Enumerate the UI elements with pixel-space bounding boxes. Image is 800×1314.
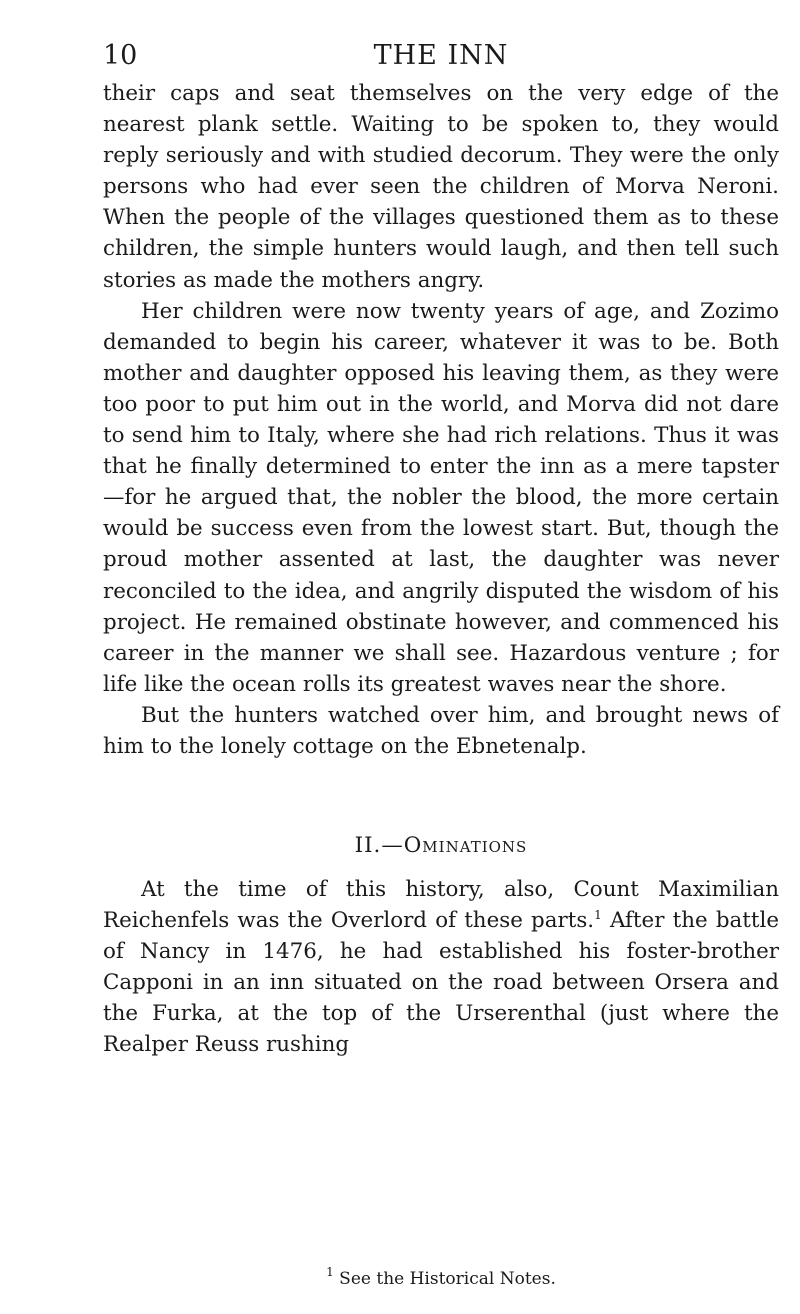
paragraph: Her children were now twenty years of age, and Zozimo demanded to begin his career, whatever it was to be. Both mother and daughter opposed his leaving them, as they were too poor to put him out in the world, and Morva did not dare to send him to Italy, where she had rich relations. Thus it was that he finally determined to enter the inn as a mere tapster—for he argued that, the nobler the blood, the more certain would be success even from the lowest start. But, though the proud mother assented at last, the daughter was never reconciled to the idea, and angrily disputed the wisdom of his project. He remained obstinate however, and commenced his career in the manner we shall see. Hazardous venture ; for life like the ocean rolls its greatest waves near the shore. [103, 298, 779, 697]
footnote-text: See the Historical Notes. [333, 1269, 556, 1289]
section-body-text [103, 874, 779, 1061]
body-text [103, 78, 779, 762]
section-numeral: II.— [354, 833, 404, 858]
page-header [103, 36, 779, 76]
section-title: Ominations [403, 833, 528, 858]
paragraph: their caps and seat themselves on the very edge of the nearest plank settle. Waiting to be spoken to, they would reply seriously and with studied decorum. They were the only persons who had ever seen the children of Morva Neroni. When the people of the villages questioned them as to these children, the simple hunters would laugh, and then tell such stories as made the mothers angry. [103, 81, 779, 293]
footnote [103, 1267, 779, 1291]
page-number: 10 [103, 40, 138, 71]
paragraph-text: At the time of this history, also, Count Maximilian Reichenfels was the Overlord of these parts. [103, 877, 779, 934]
running-title: THE INN [373, 40, 509, 71]
paragraph-text: After the battle of Nancy in 1476, he had established his foster-brother Capponi in an inn situated on the road between Orsera and the Furka, at the top of the Urserenthal (just where the Realper Reuss rushing [103, 908, 779, 1058]
footnote-reference: 1 [594, 908, 602, 923]
footnote-mark: 1 [326, 1265, 334, 1279]
section-heading [103, 830, 779, 861]
paragraph [103, 874, 779, 1061]
paragraph: But the hunters watched over him, and brought news of him to the lonely cottage on the Ebnetenalp. [103, 702, 779, 759]
